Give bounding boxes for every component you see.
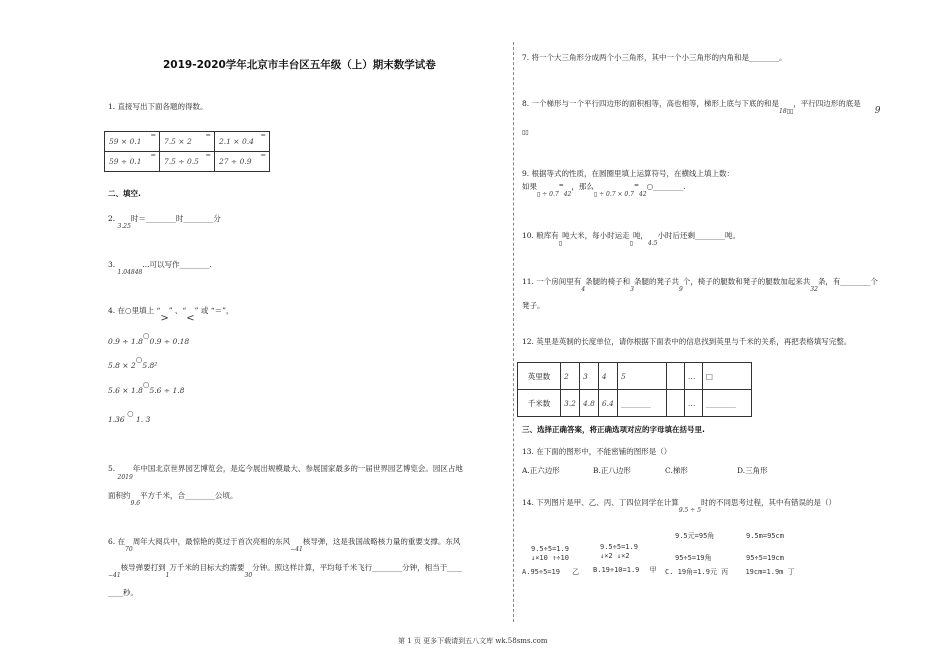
q6-value-5: 30 bbox=[244, 572, 253, 579]
q5-text-2b: 平方千米，合________公顷。 bbox=[140, 491, 238, 500]
expr: 59 ÷ 0.1 bbox=[109, 157, 142, 166]
q9-eq-2: = bbox=[633, 182, 639, 189]
figure-line: 9.5m=95cm bbox=[746, 532, 784, 540]
q14-text-b: 时的不同思考过程，其中有错误的是（） bbox=[701, 498, 837, 507]
q4-text-b: ” 、“ bbox=[168, 306, 187, 315]
table-cell: 3 bbox=[579, 363, 598, 390]
equals-sign: = bbox=[260, 151, 266, 159]
figure-line: 19÷10=1.9 bbox=[601, 566, 640, 574]
q11-value-4: 32 bbox=[810, 286, 818, 293]
compare-left: 5.8 × 2 bbox=[108, 361, 136, 370]
expr: 7.5 ÷ 0.5 bbox=[164, 157, 199, 166]
question-6-line-3: ____秒。 bbox=[108, 588, 138, 597]
calc-table bbox=[104, 131, 270, 172]
q14-figure-c bbox=[675, 525, 714, 569]
table-cell: 4 bbox=[598, 363, 617, 390]
q13-option-c[interactable]: C.梯形 bbox=[665, 466, 688, 475]
q8-value: 18 bbox=[779, 108, 787, 115]
lt-symbol: < bbox=[186, 313, 195, 324]
compare-right: 0.9 ÷ 0.18 bbox=[149, 337, 190, 346]
question-3 bbox=[108, 259, 212, 276]
equals-sign: = bbox=[150, 131, 156, 139]
calc-cell bbox=[105, 132, 160, 152]
expr: 59 × 0.1 bbox=[109, 137, 142, 146]
question-6-line-1 bbox=[108, 536, 461, 553]
table-cell: … bbox=[684, 390, 702, 417]
calc-cell bbox=[160, 152, 215, 172]
q3-number: 3. bbox=[108, 260, 116, 269]
q5-text-2a: 面积约 bbox=[108, 491, 131, 500]
expr: 7.5 × 2 bbox=[164, 137, 192, 146]
figure-name: 甲 bbox=[649, 566, 657, 574]
q9-text-c: ，那么 bbox=[571, 182, 594, 191]
q5-number: 5. bbox=[108, 464, 116, 473]
compare-circle: ○ bbox=[135, 355, 143, 364]
compare-row-1 bbox=[108, 331, 190, 346]
figure-line: 95÷5=19cm bbox=[746, 554, 784, 562]
compare-right: 1. 3 bbox=[136, 415, 151, 424]
question-1-text: 1. 直接写出下面各题的得数。 bbox=[108, 102, 208, 111]
compare-circle: ○ bbox=[127, 409, 134, 418]
q10-text-c: 吨， bbox=[632, 231, 648, 240]
q11-text-c: 条腿的凳子共 bbox=[633, 277, 679, 286]
option-label: C. bbox=[665, 568, 674, 576]
figure-line: 95÷5=19 bbox=[530, 568, 560, 576]
q10-text-a: 10. 粮库有 bbox=[522, 231, 559, 240]
q13-option-d[interactable]: D.三角形 bbox=[737, 466, 768, 475]
q14-option-b[interactable] bbox=[593, 565, 657, 575]
q14-option-d[interactable] bbox=[737, 567, 795, 577]
q14-figure-b bbox=[600, 543, 638, 561]
q9-value: 42 bbox=[563, 191, 572, 198]
q14-expr: 9.5 ÷ 5 bbox=[678, 507, 702, 514]
q14-figure-d bbox=[746, 525, 784, 569]
q8-unit: ▯▯ bbox=[786, 108, 794, 115]
q9-eq: = bbox=[558, 182, 564, 189]
q9-text-b: 如果 bbox=[522, 182, 537, 191]
q6-value-3: −41 bbox=[108, 572, 121, 579]
expr: 27 ÷ 0.9 bbox=[219, 157, 252, 166]
q11-text-b: 条腿的椅子和 bbox=[585, 277, 631, 286]
q13-option-a[interactable]: A.正六边形 bbox=[522, 466, 560, 475]
table-cell: ________ bbox=[702, 390, 751, 417]
page-title: 2019-2020学年北京市丰台区五年级（上）期末数学试卷 bbox=[163, 59, 436, 71]
figure-line: 19角=1.9元 bbox=[677, 568, 717, 576]
table-cell: ________ bbox=[617, 390, 666, 417]
q8-value-2: 9 bbox=[874, 106, 881, 116]
question-2 bbox=[108, 213, 221, 230]
question-9-line-1: 9. 根据等式的性质，在圆圈里填上运算符号，在横线上填上数： bbox=[522, 169, 735, 178]
table-cell: 6.4 bbox=[598, 390, 617, 417]
equals-sign: = bbox=[205, 151, 211, 159]
compare-circle: ○ bbox=[142, 331, 150, 340]
figure-line: 9.5÷5=1.9 bbox=[531, 545, 569, 553]
figure-name: 丙 bbox=[721, 568, 729, 576]
question-11-line-2: 凳子。 bbox=[522, 301, 545, 310]
figure-name: 乙 bbox=[572, 568, 580, 576]
calc-cell bbox=[215, 152, 270, 172]
q2-text: 时＝________时________分 bbox=[130, 214, 221, 223]
table-cell: 4.8 bbox=[579, 390, 598, 417]
q10-unit: ▯ bbox=[558, 240, 563, 247]
question-7: 7. 将一个大三角形分成两个小三角形，其中一个小三角形的内角和是________。 bbox=[522, 53, 787, 62]
equals-sign: = bbox=[260, 131, 266, 139]
question-6-line-2 bbox=[108, 562, 463, 579]
question-5-line-2 bbox=[108, 490, 238, 507]
compare-left: 0.9 ÷ 1.8 bbox=[108, 337, 143, 346]
expr: 2.1 × 0.4 bbox=[219, 137, 254, 146]
question-10 bbox=[522, 230, 740, 247]
q5-text: 年中国北京世界园艺博览会，是迄今展出规模最大、参展国家最多的一届世界园艺博览会。园区占地 bbox=[132, 464, 463, 473]
q11-text-a: 11. 一个房间里有 bbox=[522, 277, 582, 286]
q6-value-1: 70 bbox=[125, 546, 133, 553]
option-label: A. bbox=[522, 568, 531, 576]
question-8-line-1 bbox=[522, 98, 881, 116]
table-cell: 5 bbox=[617, 363, 666, 390]
q6-value-2: −41 bbox=[290, 546, 303, 553]
q10-value: 4.5 bbox=[647, 240, 658, 247]
q11-text-d: 个，椅子的腿数和凳子的腿数加起来共 bbox=[682, 277, 811, 286]
q8-text-b: ，平行四边形的底是 bbox=[793, 99, 861, 108]
row-header: 千米数 bbox=[518, 390, 561, 417]
question-11-line-1 bbox=[522, 276, 878, 293]
q6-text-2a: 核导弹要打到 bbox=[120, 563, 166, 572]
question-13-text: 13. 在下面的图形中，不能密铺的图形是（） bbox=[522, 447, 672, 456]
q11-value-1: 4 bbox=[581, 286, 586, 293]
q9-expr-2: ▯ ÷ 0.7 × 0.7 bbox=[593, 191, 634, 198]
q6-text-2c: 分钟。照这样计算，平均每千米飞行________分钟，相当于____ bbox=[252, 563, 463, 572]
compare-right: 5.6 ÷ 1.8 bbox=[149, 386, 185, 395]
q9-expr-1: ▯ ÷ 0.7 bbox=[537, 191, 559, 198]
q11-value-3: 9 bbox=[678, 286, 683, 293]
q5-value: 9.6 bbox=[130, 500, 141, 507]
calc-cell bbox=[105, 152, 160, 172]
compare-left: 5.6 × 1.8 bbox=[108, 386, 143, 395]
compare-circle: ○ bbox=[142, 380, 150, 389]
table-cell bbox=[666, 390, 684, 417]
compare-left: 1.36 bbox=[108, 415, 125, 424]
q9-text-d: ○________. bbox=[646, 182, 686, 191]
q8-unit-2: ▯▯ bbox=[522, 129, 529, 136]
calc-cell bbox=[160, 132, 215, 152]
table-row bbox=[518, 363, 752, 390]
table-cell: 2 bbox=[561, 363, 580, 390]
conversion-table bbox=[517, 362, 752, 417]
option-label: B. bbox=[593, 566, 602, 574]
page-footer: 第 1 页 更多下载请到五八文库 wk.58sms.com bbox=[398, 637, 548, 645]
table-row bbox=[518, 390, 752, 417]
q14-text-a: 14. 下列图片是甲、乙、丙、丁四位同学在计算 bbox=[522, 498, 679, 507]
equals-sign: = bbox=[205, 131, 211, 139]
question-5-line-1 bbox=[108, 463, 463, 481]
section-2-heading: 二、填空. bbox=[108, 189, 141, 198]
q6-value-4: 1 bbox=[165, 572, 170, 579]
equals-sign: = bbox=[150, 151, 156, 159]
q13-option-b[interactable]: B.正八边形 bbox=[593, 466, 631, 475]
figure-line: ↓×10 ↑÷10 bbox=[531, 554, 569, 562]
figure-name: 丁 bbox=[787, 568, 795, 576]
q4-text-a: 4. 在○里填上 “ bbox=[108, 306, 161, 315]
row-header: 英里数 bbox=[518, 363, 561, 390]
figure-line: 9.5元=95角 bbox=[675, 532, 715, 540]
section-3-heading: 三、选择正确答案，将正确选项对应的字母填在括号里. bbox=[522, 425, 705, 434]
q11-text-e: 条，有________个 bbox=[817, 277, 878, 286]
q2-number: 2. bbox=[108, 214, 116, 223]
compare-row-2 bbox=[108, 355, 158, 370]
q3-value: 1.04848 bbox=[117, 269, 143, 276]
table-cell: 3.2 bbox=[561, 390, 580, 417]
q10-unit-2: ▯ bbox=[629, 240, 633, 247]
q6-number: 6. 在 bbox=[108, 537, 126, 546]
compare-right: 5.8² bbox=[142, 361, 158, 370]
q14-option-c[interactable] bbox=[665, 567, 728, 577]
q10-text-d: 小时后还剩________吨。 bbox=[657, 231, 740, 240]
q4-text-c: ” 或 “＝”， bbox=[194, 306, 234, 315]
q10-text-b: 吨大米，每小时运走 bbox=[562, 231, 630, 240]
q14-figure-a bbox=[531, 545, 569, 563]
figure-line: 19cm=1.9m bbox=[745, 568, 784, 576]
compare-row-3 bbox=[108, 380, 185, 395]
q6-text-2b: 万千米的目标大约需要 bbox=[169, 563, 245, 572]
question-4-text bbox=[108, 305, 234, 324]
figure-line: ↓×2 ↓×2 bbox=[600, 552, 630, 560]
q14-option-a[interactable] bbox=[522, 567, 579, 577]
q3-text: ...可以写作________. bbox=[142, 260, 212, 269]
q11-value-2: 3 bbox=[630, 286, 634, 293]
figure-line: 95÷5=19角 bbox=[675, 554, 712, 562]
q6-text-1b: 核导弹，这是我国战略核力量的重要支撑。东风 bbox=[302, 537, 461, 546]
table-cell: … bbox=[684, 363, 702, 390]
question-12-text: 12. 英里是英制的长度单位，请你根据下面表中的信息找到英里与千米的关系，再把表格填写完整。 bbox=[522, 337, 852, 346]
calc-cell bbox=[215, 132, 270, 152]
compare-row-4 bbox=[108, 409, 151, 424]
table-cell bbox=[666, 363, 684, 390]
gt-symbol: > bbox=[160, 313, 169, 324]
q8-text-a: 8. 一个梯形与一个平行四边形的面积相等，高也相等，梯形上底与下底的和是 bbox=[522, 99, 780, 108]
table-cell: □ bbox=[702, 363, 751, 390]
q2-value: 3.25 bbox=[117, 223, 131, 230]
column-divider bbox=[513, 42, 514, 622]
q6-text-1a: 周年大阅兵中，最惊艳的莫过于首次亮相的东风 bbox=[132, 537, 291, 546]
q9-value-2: 42 bbox=[638, 191, 647, 198]
q5-year: 2019 bbox=[117, 474, 133, 481]
figure-line: 9.5÷5=1.9 bbox=[600, 543, 638, 551]
